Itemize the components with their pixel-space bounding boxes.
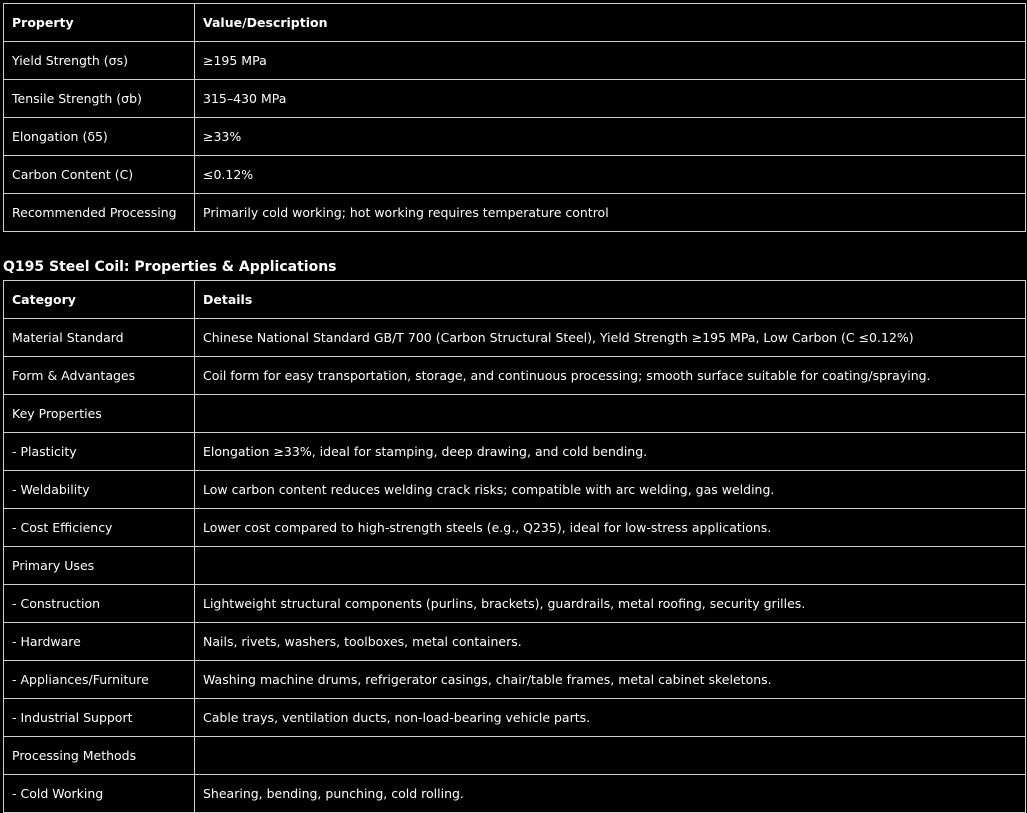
table-row	[4, 547, 1026, 585]
row-value: Low carbon content reduces welding crack risks; compatible with arc welding, gas welding.	[195, 471, 1026, 509]
row-label: - Industrial Support	[4, 699, 195, 737]
row-value: Primarily cold working; hot working requires temperature control	[195, 194, 1026, 232]
row-value: 315–430 MPa	[195, 80, 1026, 118]
table-row	[4, 509, 1026, 547]
properties-table	[3, 3, 1026, 232]
row-label: Processing Methods	[4, 737, 195, 775]
row-label: - Cold Working	[4, 775, 195, 813]
table-row	[4, 623, 1026, 661]
row-label: Primary Uses	[4, 547, 195, 585]
row-label: - Cost Efficiency	[4, 509, 195, 547]
row-value: ≤0.12%	[195, 156, 1026, 194]
row-value	[195, 395, 1026, 433]
row-label: - Hardware	[4, 623, 195, 661]
row-value	[195, 547, 1026, 585]
row-label: Recommended Processing	[4, 194, 195, 232]
table-row	[4, 775, 1026, 813]
column-header-property: Property	[4, 4, 195, 42]
column-header-value: Value/Description	[195, 4, 1026, 42]
row-label: Tensile Strength (σb)	[4, 80, 195, 118]
row-value: Coil form for easy transportation, storage, and continuous processing; smooth surface suitable for coating/spraying.	[195, 357, 1026, 395]
row-label: Key Properties	[4, 395, 195, 433]
table-row	[4, 357, 1026, 395]
row-label: Form & Advantages	[4, 357, 195, 395]
row-value: Cable trays, ventilation ducts, non-load-bearing vehicle parts.	[195, 699, 1026, 737]
table-row	[4, 118, 1026, 156]
table-row	[4, 585, 1026, 623]
row-value: Nails, rivets, washers, toolboxes, metal containers.	[195, 623, 1026, 661]
table-row	[4, 737, 1026, 775]
row-value: Lower cost compared to high-strength steels (e.g., Q235), ideal for low-stress applications.	[195, 509, 1026, 547]
section-title: Q195 Steel Coil: Properties & Applications	[3, 259, 337, 275]
row-label: Elongation (δ5)	[4, 118, 195, 156]
row-value: Chinese National Standard GB/T 700 (Carbon Structural Steel), Yield Strength ≥195 MPa, Low Carbon (C ≤0.12%)	[195, 319, 1026, 357]
table-header-row	[4, 281, 1026, 319]
table-row	[4, 319, 1026, 357]
row-value: ≥195 MPa	[195, 42, 1026, 80]
row-label: Carbon Content (C)	[4, 156, 195, 194]
row-value: Elongation ≥33%, ideal for stamping, deep drawing, and cold bending.	[195, 433, 1026, 471]
table-row	[4, 156, 1026, 194]
row-label: Yield Strength (σs)	[4, 42, 195, 80]
row-label: - Weldability	[4, 471, 195, 509]
row-label: - Appliances/Furniture	[4, 661, 195, 699]
column-header-details: Details	[195, 281, 1026, 319]
table-row	[4, 395, 1026, 433]
row-value: ≥33%	[195, 118, 1026, 156]
row-label: - Plasticity	[4, 433, 195, 471]
row-value	[195, 737, 1026, 775]
table-row	[4, 471, 1026, 509]
row-value: Shearing, bending, punching, cold rolling.	[195, 775, 1026, 813]
row-label: - Construction	[4, 585, 195, 623]
table-header-row	[4, 4, 1026, 42]
table-row	[4, 433, 1026, 471]
table-row	[4, 699, 1026, 737]
table-row	[4, 80, 1026, 118]
applications-table	[3, 280, 1026, 813]
table-row	[4, 661, 1026, 699]
row-value: Washing machine drums, refrigerator casings, chair/table frames, metal cabinet skeletons.	[195, 661, 1026, 699]
row-value: Lightweight structural components (purlins, brackets), guardrails, metal roofing, security grilles.	[195, 585, 1026, 623]
row-label: Material Standard	[4, 319, 195, 357]
table-row	[4, 42, 1026, 80]
table-row	[4, 194, 1026, 232]
column-header-category: Category	[4, 281, 195, 319]
